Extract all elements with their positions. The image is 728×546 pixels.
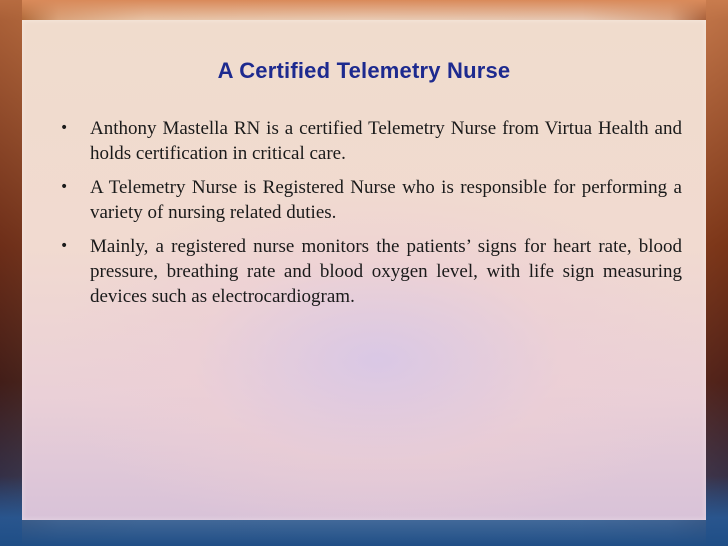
frame-right-edge (706, 0, 728, 546)
bullet-list (60, 116, 682, 318)
bullet-dot-icon: • (60, 120, 69, 136)
bullet-dot-icon: • (60, 179, 69, 195)
list-item (60, 175, 682, 225)
frame-left-edge (0, 0, 22, 546)
bullet-text: A Telemetry Nurse is Registered Nurse who is responsible for performing a variety of nursing related duties. (90, 177, 682, 223)
bullet-dot-icon: • (60, 238, 69, 254)
slide-title: A Certified Telemetry Nurse (217, 58, 511, 83)
frame-top-edge (0, 0, 728, 20)
list-item (60, 116, 682, 166)
bullet-text: Mainly, a registered nurse monitors the patients’ signs for heart rate, blood pressure, breathing rate and blood oxygen level, with life sign measuring devices such as electrocardiogram. (90, 236, 682, 307)
slide-content-panel (22, 20, 706, 520)
list-item (60, 234, 682, 309)
bullet-text: Anthony Mastella RN is a certified Telemetry Nurse from Virtua Health and holds certification in critical care. (90, 118, 682, 164)
